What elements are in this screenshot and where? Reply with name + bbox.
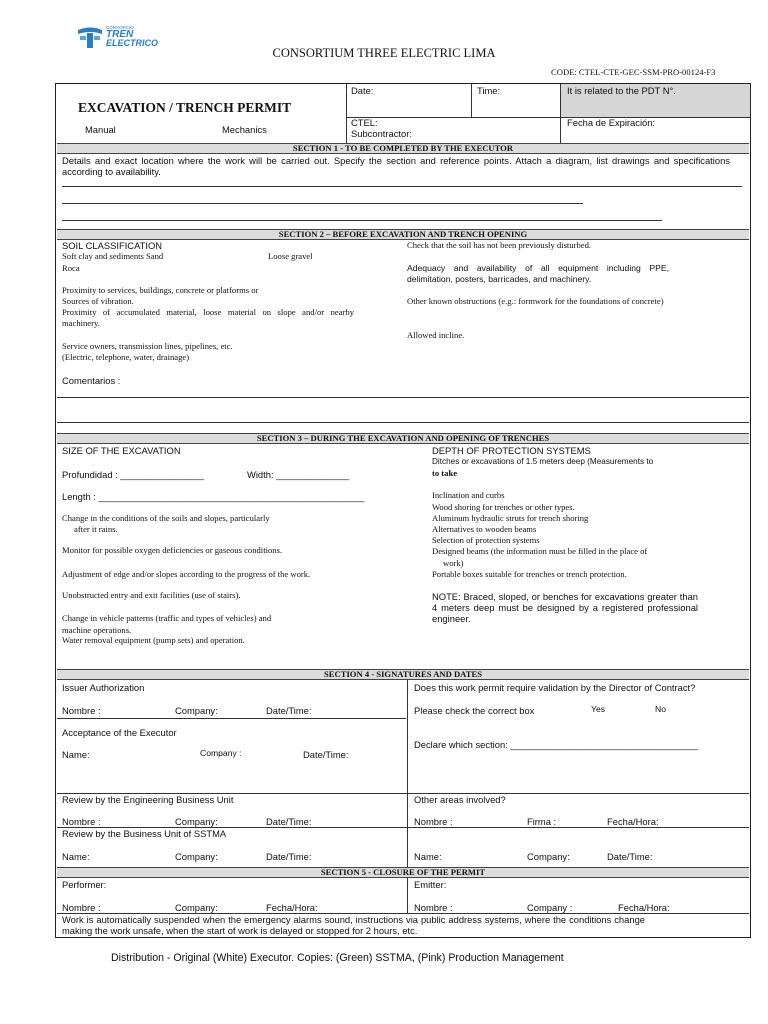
portable-boxes-option[interactable]: Portable boxes suitable for trenches or trench protection. <box>432 569 627 579</box>
permit-title: EXCAVATION / TRENCH PERMIT <box>78 100 292 115</box>
proximity-material-item[interactable]: Proximity of accumulated material, loose material on slope and/or nearby machinery. <box>62 307 354 328</box>
adjust-edges-item[interactable]: Adjustment of edge and/or slopes according to the progress of the work. <box>62 569 311 579</box>
loose-gravel-option[interactable]: Loose gravel <box>268 251 313 261</box>
emitter-datetime-field[interactable]: Fecha/Hora: <box>618 902 670 913</box>
permit-form-frame <box>55 83 751 938</box>
performer-company-field[interactable]: Company: <box>175 902 218 913</box>
emitter-label: Emitter: <box>414 879 447 890</box>
other-obstructions-item[interactable]: Other known obstructions (e.g.: formwork for the foundations of concrete) <box>407 296 664 306</box>
logo-line1: TREN <box>106 29 134 40</box>
executor-company-field[interactable]: Company : <box>200 748 242 758</box>
width-field[interactable]: Width: ______________ <box>247 469 350 480</box>
monitor-oxygen-item[interactable]: Monitor for possible oxygen deficiencies or gaseous conditions. <box>62 545 283 555</box>
allowed-incline-item[interactable]: Allowed incline. <box>407 330 465 340</box>
sstma-right-company-field[interactable]: Company: <box>527 851 570 862</box>
to-take-text: to take <box>432 468 458 478</box>
section1-line[interactable] <box>62 220 662 221</box>
wood-shoring-option[interactable]: Wood shoring for trenches or other types. <box>432 502 575 512</box>
depth-field[interactable]: Profundidad : ________________ <box>62 469 204 480</box>
manual-option[interactable]: Manual <box>85 124 116 135</box>
section3-title: SECTION 3 – DURING THE EXCAVATION AND OPENING OF TRENCHES <box>57 433 749 444</box>
comments-label[interactable]: Comentarios : <box>62 375 121 386</box>
eng-company-field[interactable]: Company: <box>175 816 218 827</box>
logo-small-text: CONSORCIO <box>106 25 134 30</box>
yes-option[interactable]: Yes <box>591 704 606 714</box>
issuer-authorization-label: Issuer Authorization <box>62 682 145 693</box>
designed-beams-option[interactable]: Designed beams (the information must be filled in the place of <box>432 546 648 556</box>
pdt-field-label[interactable]: It is related to the PDT N°. <box>567 85 676 96</box>
wooden-beam-alternatives-option[interactable]: Alternatives to wooden beams <box>432 524 537 534</box>
issuer-name-field[interactable]: Nombre : <box>62 705 101 716</box>
section1-line[interactable] <box>62 186 742 187</box>
section5-title: SECTION 5 - CLOSURE OF THE PERMIT <box>57 867 749 878</box>
date-field-label[interactable]: Date: <box>351 85 374 96</box>
emitter-name-field[interactable]: Nombre : <box>414 902 453 913</box>
sstma-datetime-field[interactable]: Date/Time: <box>266 851 312 862</box>
eng-datetime-field[interactable]: Date/Time: <box>266 816 312 827</box>
performer-datetime-field[interactable]: Fecha/Hora: <box>266 902 318 913</box>
other-datetime-field[interactable]: Fecha/Hora: <box>607 816 659 827</box>
machine-operations-item: machine operations. <box>62 625 132 635</box>
section1-line[interactable] <box>62 203 583 204</box>
executor-datetime-field[interactable]: Date/Time: <box>303 749 349 760</box>
emitter-company-field[interactable]: Company : <box>527 902 573 913</box>
no-option[interactable]: No <box>655 704 666 714</box>
sstma-right-datetime-field[interactable]: Date/Time: <box>607 851 653 862</box>
engineer-note: NOTE: Braced, sloped, or benches for excavations greater than 4 meters deep must be designed by a registered professional engineer. <box>432 591 698 624</box>
soil-classification-heading: SOIL CLASSIFICATION <box>62 240 163 251</box>
check-soil-item[interactable]: Check that the soil has not been previously disturbed. <box>407 240 592 250</box>
acceptance-executor-label: Acceptance of the Executor <box>62 727 177 738</box>
ctel-field-label[interactable]: CTEL: <box>351 117 378 128</box>
executor-name-field[interactable]: Name: <box>62 749 90 760</box>
length-field[interactable]: Length : ___________________________________________________ <box>62 491 365 502</box>
protection-selection-option[interactable]: Selection of protection systems <box>432 535 540 545</box>
issuer-datetime-field[interactable]: Date/Time: <box>266 705 312 716</box>
depth-protection-heading: DEPTH OF PROTECTION SYSTEMS <box>432 445 591 456</box>
eng-name-field[interactable]: Nombre : <box>62 816 101 827</box>
distribution-footer: Distribution - Original (White) Executor. Copies: (Green) SSTMA, (Pink) Production Management <box>111 952 564 964</box>
mechanics-option[interactable]: Mechanics <box>222 124 267 135</box>
equipment-adequacy-item[interactable]: Adequacy and availability of all equipment including PPE, delimitation, posters, barricades, and machinery. <box>407 263 669 284</box>
section1-instructions: Details and exact location where the work will be carried out. Specify the section and reference points. Attach a diagram, list drawings and specifications according to availability. <box>62 155 730 177</box>
sstma-name-field[interactable]: Name: <box>62 851 90 862</box>
proximity-structures-item[interactable]: Proximity to services, buildings, concrete or platforms or <box>62 285 259 295</box>
entry-exit-item[interactable]: Unobstructed entry and exit facilities (use of stairs). <box>62 590 241 600</box>
document-code: CODE: CTEL-CTE-GEC-SSM-PRO-00124-F3 <box>551 67 716 77</box>
performer-label: Performer: <box>62 879 107 890</box>
consortium-title: CONSORTIUM THREE ELECTRIC LIMA <box>272 46 496 60</box>
expiry-field-label[interactable]: Fecha de Expiración: <box>567 117 656 128</box>
suspension-notice: Work is automatically suspended when the emergency alarms sound, instructions via public address systems, where the conditions change making the work unsafe, when the start of work is delayed or stopped for 2 hours, etc. <box>62 914 645 936</box>
soft-clay-option[interactable]: Soft clay and sediments Sand <box>62 251 164 261</box>
check-box-instruction: Please check the correct box <box>414 705 535 716</box>
sstma-company-field[interactable]: Company: <box>175 851 218 862</box>
other-name-field[interactable]: Nombre : <box>414 816 453 827</box>
service-owners-item[interactable]: Service owners, transmission lines, pipelines, etc. <box>62 341 233 351</box>
performer-name-field[interactable]: Nombre : <box>62 902 101 913</box>
subcontractor-field-label[interactable]: Subcontractor: <box>351 128 412 139</box>
vehicle-patterns-item[interactable]: Change in vehicle patterns (traffic and types of vehicles) and <box>62 613 272 623</box>
review-sstma-label: Review by the Business Unit of SSTMA <box>62 828 227 839</box>
ditches-item[interactable]: Ditches or excavations of 1.5 meters deep (Measurements to <box>432 457 654 466</box>
size-heading: SIZE OF THE EXCAVATION <box>62 445 181 456</box>
service-types-item: (Electric, telephone, water, drainage) <box>62 352 190 362</box>
inclination-option[interactable]: Inclination and curbs <box>432 490 505 500</box>
after-rain-item: after it rains. <box>74 524 118 534</box>
time-field-label[interactable]: Time: <box>477 85 501 96</box>
declare-section-field[interactable]: Declare which section: ____________________________________ <box>414 739 699 750</box>
change-soils-item[interactable]: Change in the conditions of the soils and slopes, particularly <box>62 513 270 523</box>
section2-title: SECTION 2 – BEFORE EXCAVATION AND TRENCH OPENING <box>57 229 749 240</box>
vibration-sources-item: Sources of vibration. <box>62 296 134 306</box>
section1-title: SECTION 1 - TO BE COMPLETED BY THE EXECUTOR <box>57 143 749 154</box>
other-areas-label: Other areas involved? <box>414 794 506 805</box>
roca-option[interactable]: Roca <box>62 263 80 273</box>
work-text: work) <box>443 558 464 568</box>
issuer-company-field[interactable]: Company: <box>175 705 218 716</box>
other-signature-field[interactable]: Firma : <box>527 816 557 827</box>
section4-title: SECTION 4 - SIGNATURES AND DATES <box>57 669 749 680</box>
aluminum-struts-option[interactable]: Aluminum hydraulic struts for trench shoring <box>432 513 589 523</box>
director-validation-question: Does this work permit require validation by the Director of Contract? <box>414 682 696 693</box>
water-removal-item[interactable]: Water removal equipment (pump sets) and operation. <box>62 635 245 645</box>
logo-line2: ELECTRICO <box>106 38 159 48</box>
review-engineering-label: Review by the Engineering Business Unit <box>62 794 234 805</box>
sstma-right-name-field[interactable]: Name: <box>414 851 442 862</box>
